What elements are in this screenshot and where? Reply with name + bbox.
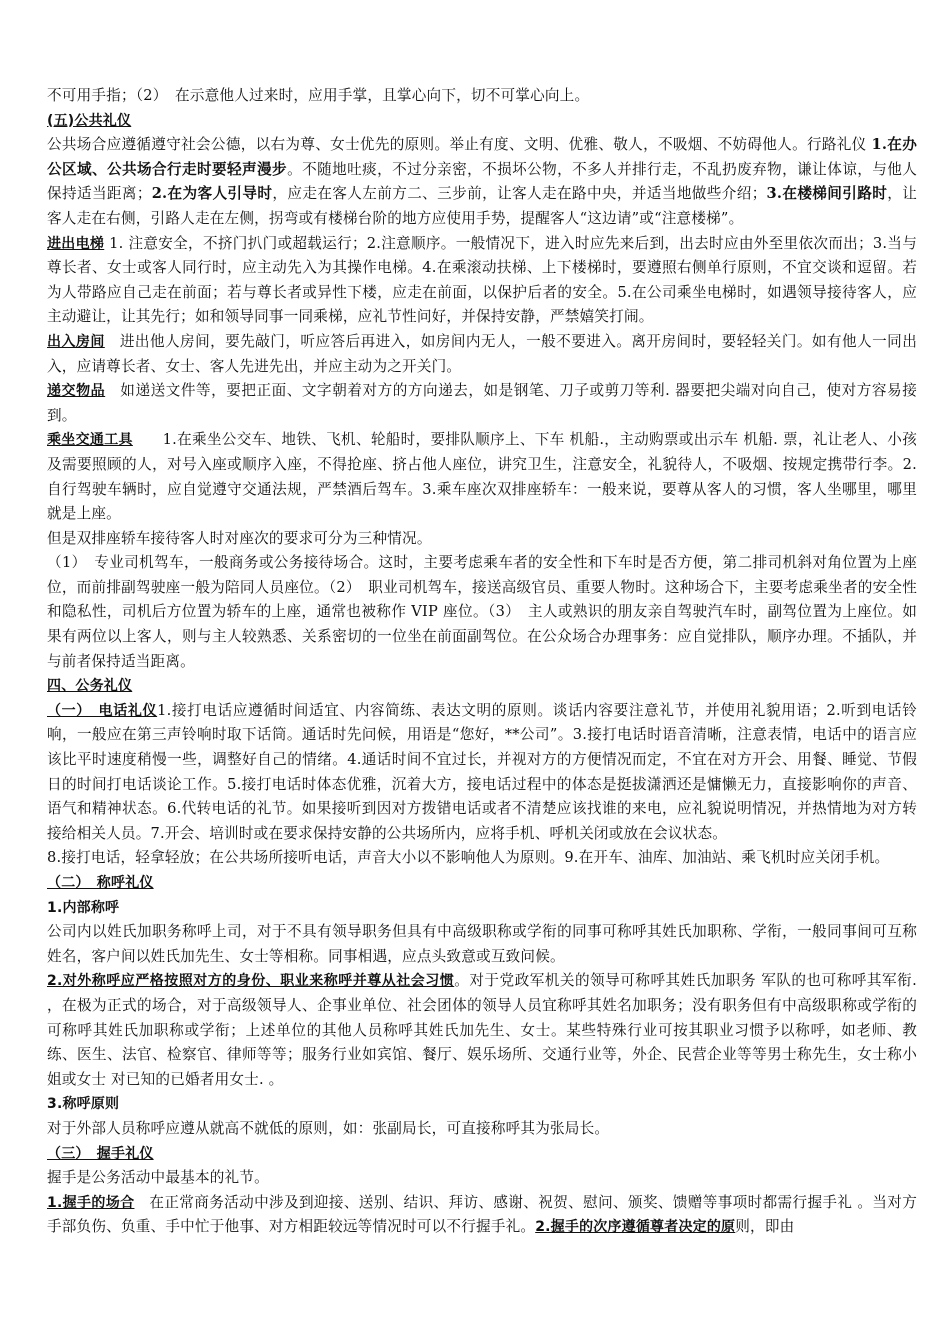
text: 进出他人房间，要先敲门，听应答后再进入，如房间内无人，一般不要进入。离开房间时，要轻轻关门。如有他人一同出入，应请尊长者、女士、客人先进先出，并应主动为之开关门。 — [47, 332, 917, 375]
paragraph-handshake — [47, 1191, 917, 1240]
heading-passing-items: 递交物品 — [47, 383, 106, 400]
heading-address: （二） 称呼礼仪 — [47, 875, 154, 891]
heading-public-etiquette: (五)公共礼仪 — [47, 112, 132, 129]
section-heading-official — [47, 674, 917, 699]
paragraph-phone — [47, 699, 917, 847]
text: 在正常商务活动中涉及到迎接、送别、结识、拜访、感谢、祝贺、慰问、颁奖、馈赠等事项时都需行握手礼 。当对方手部负伤、负重、手中忙于他事、对方相距较远等情况时可以不行握手礼。 — [47, 1193, 917, 1236]
heading-handshake: （三） 握手礼仪 — [47, 1145, 154, 1162]
text: 1.在乘坐公交车、地铁、飞机、轮船时，要排队顺序上、下车 机船.，主动购票或出示车 机船. 票，礼让老人、小孩及需要照顾的人，对号入座或顺序入座，不得抢座、挤占他人座位，讲究卫生，注意安全，礼貌待人，不吸烟、按规定携带行李。2.自行驾驶车辆时，应自觉遵守交通法规，严禁酒后驾车。3.乘车座次双排座轿车：一般来说，要尊从客人的习惯，客人坐哪里，哪里就是上座。 — [47, 431, 917, 523]
text: 1. 注意安全，不挤门扒门或超载运行；2.注意顺序。一般情况下，进入时应先来后到，出去时应由外至里依次而出；3.当与尊长者、女士或客人同行时，应主动先入为其操作电梯。4.在乘滚动扶梯、上下楼梯时，要遵照右侧单行原则，不宜交谈和逗留。若为人带路应自己走在前面；若与尊长者或异性下楼，应走在前面，以保护后者的安全。5.在公司乘坐电梯时，如遇领导接待客人，应主动避让，让其先行；如和领导同事一同乘梯，应礼节性问好，并保持安静，严禁嬉笑打闹。 — [47, 234, 917, 326]
heading-principle: 3.称呼原则 — [47, 1096, 120, 1113]
text: 对于外部人员称呼应遵从就高不就低的原则，如：张副局长，可直接称呼其为张局长。 — [47, 1119, 610, 1137]
subheading-principle — [47, 1092, 917, 1117]
paragraph — [47, 84, 917, 109]
heading-order: 2.握手的次序遵循尊者决定的原 — [535, 1219, 736, 1236]
text: 公共场合应遵循遵守社会公德，以右为尊、女士优先的原则。举止有度、文明、优雅、敬人，不吸烟、不妨碍他人。行路礼仪 — [47, 136, 872, 154]
paragraph-public — [47, 133, 917, 231]
paragraph-seating — [47, 551, 917, 674]
bold-walk: 1.在办公区域、公共场合行走时要轻声漫步 — [47, 136, 917, 178]
paragraph-elevator — [47, 232, 917, 330]
paragraph — [47, 1117, 917, 1142]
text: （1） 专业司机驾车，一般商务或公务接待场合。这时，主要考虑乘车者的安全性和下车时是否方便，第二排司机斜对角位置为上座位，而前排副驾驶座一般为陪同人员座位。（2） 职业司机驾车，接送高级官员、重要人物时。这种场合下，主要考虑乘坐者的安全性和隐私性，司机后方位置为轿车的上座，通常也被称作 VIP 座位。（3） 主人或熟识的朋友亲自驾驶汽车时，副驾位置为上座位。如果有两位以上客人，则与主人较熟悉、关系密切的一位坐在前面副驾位。在公众场合办理事务：应自觉排队，顺序办理。不插队，并与前者保持适当距离。 — [47, 554, 917, 670]
text: ，应走在客人左前方二、三步前，让客人走在路中央，并适当地做些介绍； — [272, 185, 767, 203]
paragraph-transport — [47, 428, 917, 526]
paragraph — [47, 846, 917, 871]
heading-transport: 乘坐交通工具 — [47, 432, 133, 449]
text: 握手是公务活动中最基本的礼节。 — [47, 1169, 269, 1187]
text: 但是双排座轿车接待客人时对座次的要求可分为三种情况。 — [47, 529, 432, 547]
section-heading-handshake — [47, 1142, 917, 1167]
paragraph — [47, 1166, 917, 1191]
section-heading-public — [47, 109, 917, 134]
paragraph — [47, 920, 917, 969]
heading-elevator: 进出电梯 — [47, 235, 105, 252]
text: 不可用手指；（2） 在示意他人过来时，应用手掌，且掌心向下，切不可掌心向上。 — [47, 87, 590, 104]
bold-stairs: 3.在楼梯间引路时 — [766, 185, 888, 203]
subheading-internal — [47, 896, 917, 921]
heading-official-etiquette: 四、公务礼仪 — [47, 678, 133, 695]
text: 如递送文件等，要把正面、文字朝着对方的方向递去，如是钢笔、刀子或剪刀等利. 器要把尖端对向自己，使对方容易接到。 — [47, 382, 917, 424]
heading-external: 2.对外称呼应严格按照对方的身份、职业来称呼并尊从社会习惯 — [47, 973, 455, 990]
text: 。不随地吐痰，不过分亲密，不损坏公物，不多人并排行走，不乱扔废弃物，谦让体谅，与他人保持适当距离； — [47, 160, 918, 203]
text: 。对于党政军机关的领导可称呼其姓氏加职务 军队的也可称呼其军衔. ，在极为正式的场合，对于高级领导人、企事业单位、社会团体的领导人员宜称呼其姓名加职务；没有职务但有中高级职称或学衔的可称呼其姓氏加职称或学衔；上述单位的其他人员称呼其姓氏加先生、女士。某些特殊行业可按其职业习惯予以称呼，如老师、教练、医生、法官、检察官、律师等等；服务行业如宾馆、餐厅、娱乐场所、交通行业等，外企、民营企业等等男士称先生，女士称小姐或女士 对已知的已婚者用女士. 。 — [47, 972, 917, 1088]
text: 1.接打电话应遵循时间适宜、内容简练、表达文明的原则。谈话内容要注意礼节，并使用礼貌用语；2.听到电话铃响，一般应在第三声铃响时取下话筒。通话时先问候，用语是“您好，**公司”。3.接打电话时语音清晰，注意表情，电话中的语言应该比平时速度稍慢一些，调整好自己的情绪。4.通话时间不宜过长，并视对方的方便情况而定，不宜在对方开会、用餐、睡觉、节假日的时间打电话谈论工作。5.接打电话时体态优雅，沉着大方，接电话过程中的体态是挺拔潇洒还是慵懒无力，直接影响你的声音、语气和精神状态。6.代转电话的礼节。如果接听到因对方拨错电话或者不清楚应该找谁的来电，应礼貌说明情况，并热情地为对方转接给相关人员。7.开会、培训时或在要求保持安静的公共场所内，应将手机、呼机关闭或放在会议状态。 — [47, 701, 917, 842]
paragraph-passing — [47, 379, 917, 428]
heading-internal: 1.内部称呼 — [47, 899, 120, 916]
heading-occasion: 1.握手的场合 — [47, 1194, 135, 1211]
paragraph-external — [47, 969, 917, 1092]
heading-room: 出入房间 — [47, 333, 105, 350]
heading-phone: （一） 电话礼仪 — [47, 702, 158, 719]
paragraph — [47, 527, 917, 552]
text: 则，即由 — [735, 1218, 795, 1236]
text: 8.接打电话，轻拿轻放；在公共场所接听电话，声音大小以不影响他人为原则。9.在开车、油库、加油站、乘飞机时应关闭手机。 — [47, 849, 890, 867]
text: ，让客人走在右侧，引路人走在左侧，拐弯或有楼梯台阶的地方应使用手势，提醒客人“这边请”或“注意楼梯”。 — [47, 185, 917, 227]
text: 公司内以姓氏加职务称呼上司，对于不具有领导职务但具有中高级职称或学衔的同事可称呼其姓氏加职称、学衔，一般同事间可互称姓名，客户间以姓氏加先生、女士等相称。同事相遇，应点头致意或互致问候。 — [47, 923, 917, 965]
paragraph-room — [47, 330, 917, 379]
section-heading-address — [47, 871, 917, 896]
bold-guide: 2.在为客人引导时 — [151, 185, 273, 203]
document-page — [47, 84, 917, 1240]
